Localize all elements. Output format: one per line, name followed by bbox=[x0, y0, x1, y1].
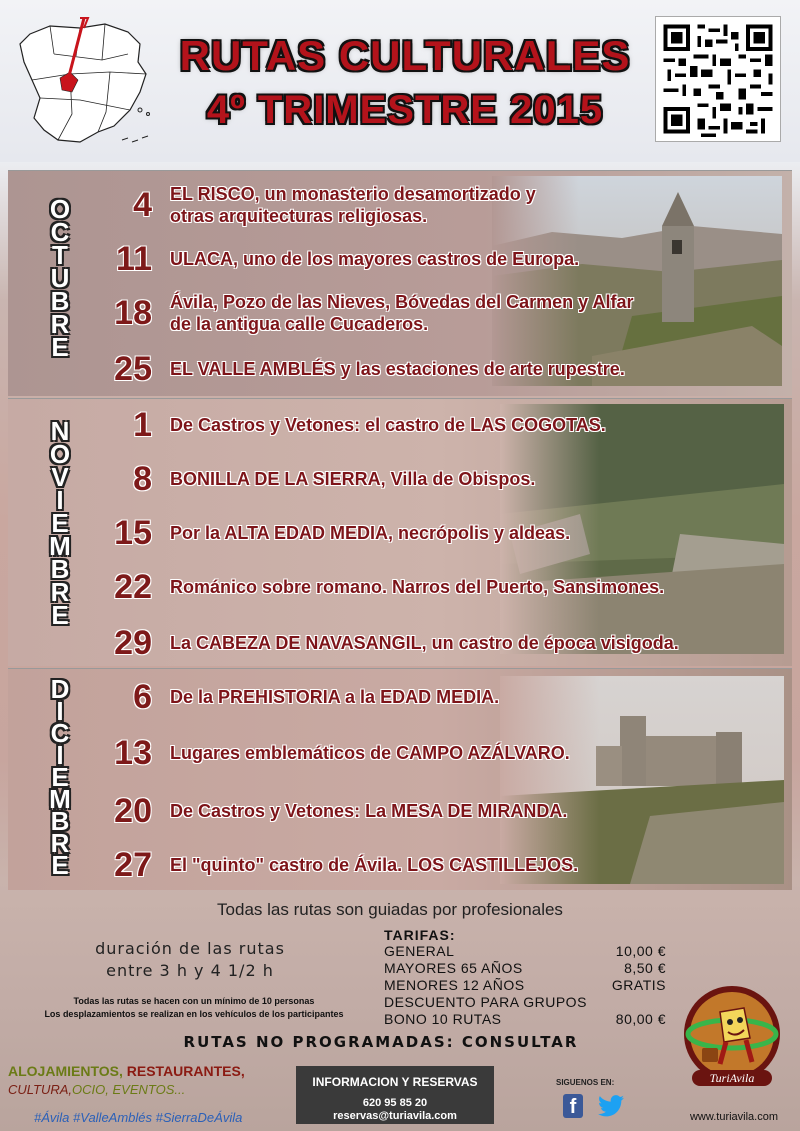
tarifa-row bbox=[384, 943, 666, 960]
month-letter: B bbox=[50, 806, 70, 836]
route-item bbox=[96, 792, 567, 831]
tarifa-label: DESCUENTO PARA GRUPOS bbox=[384, 994, 587, 1010]
route-line: Lugares emblemáticos de CAMPO AZÁLVARO. bbox=[170, 742, 570, 763]
month-letter: C bbox=[50, 217, 70, 247]
tarifa-label: MENORES 12 AÑOS bbox=[384, 977, 525, 993]
website-link[interactable]: www.turiavila.com bbox=[689, 1111, 779, 1123]
contact-email[interactable]: reservas@turiavila.com bbox=[333, 1110, 457, 1122]
facebook-icon[interactable]: f bbox=[563, 1094, 583, 1118]
route-description bbox=[170, 577, 664, 599]
qr-code-icon[interactable] bbox=[655, 16, 781, 142]
route-day: 15 bbox=[114, 514, 152, 552]
month-letter: U bbox=[50, 263, 70, 293]
month-november bbox=[40, 416, 80, 630]
route-description bbox=[170, 292, 634, 335]
month-letter: I bbox=[56, 696, 64, 726]
month-letter: N bbox=[50, 416, 70, 446]
title-line-2: 4º TRIMESTRE 2015 bbox=[206, 88, 604, 132]
route-item bbox=[96, 846, 578, 885]
unscheduled-routes-notice: RUTAS NO PROGRAMADAS: CONSULTAR bbox=[183, 1033, 579, 1051]
minimum-line: Todas las rutas se hacen con un mínimo de 10 personas bbox=[73, 996, 315, 1006]
route-item bbox=[96, 514, 570, 553]
route-description bbox=[170, 359, 625, 381]
month-october bbox=[40, 194, 80, 362]
route-description bbox=[170, 801, 567, 823]
minimum-notice bbox=[6, 995, 382, 1021]
spain-map-icon bbox=[10, 14, 160, 154]
route-description bbox=[170, 743, 570, 765]
route-item bbox=[96, 678, 499, 717]
month-letter: R bbox=[50, 828, 70, 858]
route-description bbox=[170, 469, 535, 491]
route-day: 1 bbox=[133, 406, 152, 444]
month-letter: E bbox=[51, 600, 69, 630]
route-line: de la antigua calle Cucaderos. bbox=[170, 313, 429, 334]
contact-box bbox=[296, 1066, 494, 1124]
guided-notice: Todas las rutas son guiadas por profesionales bbox=[217, 900, 563, 919]
logo-text: TuriAvila bbox=[709, 1071, 755, 1085]
hashtags[interactable]: #Ávila #VallеAmblés #SierraDeÁvila bbox=[34, 1110, 243, 1125]
month-letter: I bbox=[56, 485, 64, 515]
route-line: ULACA, uno de los mayores castros de Europa. bbox=[170, 248, 580, 269]
route-description bbox=[170, 687, 499, 709]
route-line: De la PREHISTORIA a la EDAD MEDIA. bbox=[170, 686, 500, 707]
route-day: 8 bbox=[133, 460, 152, 498]
route-description bbox=[170, 855, 578, 877]
route-item bbox=[96, 240, 579, 279]
route-line: EL VALLE AMBLÉS y las estaciones de arte rupestre. bbox=[170, 358, 625, 379]
route-day: 20 bbox=[114, 792, 152, 830]
route-line: El "quinto" castro de Ávila. LOS CASTILLEJOS. bbox=[170, 854, 579, 875]
tarifa-price: GRATIS bbox=[611, 977, 666, 993]
route-day: 22 bbox=[114, 568, 152, 606]
route-line: otras arquitecturas religiosas. bbox=[170, 205, 428, 226]
route-day: 29 bbox=[114, 624, 152, 662]
duration-info bbox=[55, 938, 325, 981]
month-letter: V bbox=[51, 462, 69, 492]
month-letter: T bbox=[52, 240, 68, 270]
month-letter: R bbox=[50, 577, 70, 607]
tarifas-title: TARIFAS: bbox=[384, 927, 456, 943]
month-letter: E bbox=[51, 332, 69, 362]
route-item bbox=[96, 460, 535, 499]
month-letter: B bbox=[50, 554, 70, 584]
month-letter: R bbox=[50, 309, 70, 339]
route-item bbox=[96, 568, 664, 607]
route-description bbox=[170, 249, 579, 271]
month-letter: O bbox=[49, 439, 71, 469]
twitter-icon[interactable] bbox=[598, 1095, 624, 1117]
tarifa-label: MAYORES 65 AÑOS bbox=[384, 960, 523, 976]
route-item bbox=[96, 184, 536, 227]
month-letter: O bbox=[49, 194, 71, 224]
route-line: EL RISCO, un monasterio desamortizado y bbox=[170, 184, 536, 204]
route-item bbox=[96, 406, 606, 445]
tarifa-price: 10,00 € bbox=[615, 943, 666, 959]
duration-line: duración de las rutas bbox=[95, 939, 285, 958]
month-letter: M bbox=[49, 784, 71, 814]
route-description bbox=[170, 633, 679, 655]
route-line: La CABEZA DE NAVASANGIL, un castro de época visigoda. bbox=[170, 632, 679, 653]
tarifas-table bbox=[384, 927, 666, 1028]
duration-line: entre 3 h y 4 1/2 h bbox=[106, 960, 274, 980]
month-letter: E bbox=[51, 850, 69, 880]
month-letter: I bbox=[56, 740, 64, 770]
route-description bbox=[170, 523, 570, 545]
services-culture: CULTURA, bbox=[8, 1082, 73, 1097]
route-day: 6 bbox=[133, 678, 152, 716]
route-line: BONILLA DE LA SIERRA, Villa de Obispos. bbox=[170, 468, 536, 489]
month-letter: E bbox=[51, 508, 69, 538]
route-day: 25 bbox=[114, 350, 152, 388]
month-letter: B bbox=[50, 286, 70, 316]
services-line bbox=[8, 1082, 293, 1097]
route-description bbox=[170, 415, 606, 437]
tarifa-label: BONO 10 RUTAS bbox=[384, 1011, 502, 1027]
route-line: De Castros y Vetones: el castro de LAS COGOTAS. bbox=[170, 414, 606, 435]
services-list bbox=[8, 1063, 293, 1097]
minimum-line: Los desplazamientos se realizan en los vehículos de los participantes bbox=[44, 1009, 344, 1020]
month-december bbox=[40, 674, 80, 880]
services-restaurants: RESTAURANTES, bbox=[126, 1063, 245, 1079]
route-description bbox=[170, 184, 536, 227]
route-line: De Castros y Vetones: La MESA DE MIRANDA. bbox=[170, 800, 568, 821]
follow-us-label: SIGUENOS EN: bbox=[556, 1078, 615, 1087]
route-item bbox=[96, 292, 634, 335]
contact-title: INFORMACION Y RESERVAS bbox=[312, 1075, 478, 1089]
route-line: Por la ALTA EDAD MEDIA, necrópolis y aldeas. bbox=[170, 522, 571, 543]
route-day: 4 bbox=[133, 186, 152, 225]
services-leisure: OCIO, EVENTOS... bbox=[72, 1082, 186, 1097]
tarifa-row bbox=[384, 994, 666, 1011]
route-day: 18 bbox=[114, 294, 152, 333]
tarifa-row bbox=[384, 1011, 666, 1028]
services-accommodation: ALOJAMIENTOS, bbox=[8, 1063, 127, 1079]
tarifa-row bbox=[384, 960, 666, 977]
contact-phone[interactable]: 620 95 85 20 bbox=[362, 1097, 428, 1109]
route-line: Ávila, Pozo de las Nieves, Bóvedas del Carmen y Alfar bbox=[170, 292, 634, 312]
route-day: 27 bbox=[114, 846, 152, 884]
tarifa-row bbox=[384, 977, 666, 994]
month-letter: D bbox=[50, 674, 70, 704]
title-line-1: RUTAS CULTURALES bbox=[179, 32, 631, 79]
services-line bbox=[8, 1063, 293, 1079]
route-item bbox=[96, 350, 625, 389]
route-item bbox=[96, 734, 570, 773]
tarifa-label: GENERAL bbox=[384, 943, 455, 959]
tarifa-price: 8,50 € bbox=[624, 960, 666, 976]
month-letter: C bbox=[50, 718, 70, 748]
route-item bbox=[96, 624, 679, 663]
month-letter: M bbox=[49, 531, 71, 561]
month-letter: E bbox=[51, 762, 69, 792]
tarifa-price: 80,00 € bbox=[615, 1011, 666, 1027]
route-day: 11 bbox=[116, 240, 152, 278]
route-day: 13 bbox=[114, 734, 152, 772]
turiavila-logo-icon[interactable] bbox=[680, 982, 784, 1100]
route-line: Románico sobre romano. Narros del Puerto, Sansimones. bbox=[170, 576, 665, 597]
